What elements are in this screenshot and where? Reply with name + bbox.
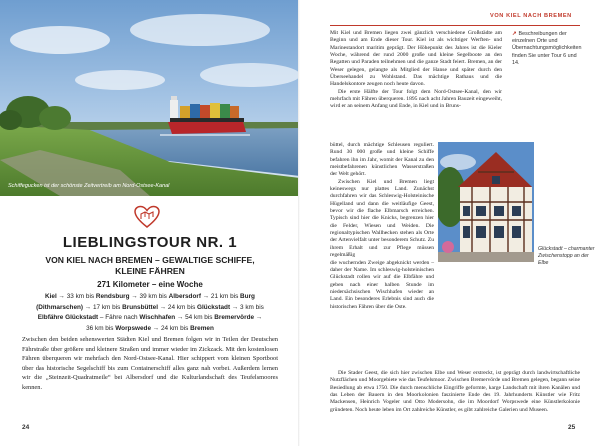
tour-distance: 271 Kilometer – eine Woche — [97, 280, 203, 289]
route-place: Burg (Dithmarschen) — [36, 293, 255, 311]
route-place: Bremen — [190, 324, 214, 332]
route-connector: → 54 km bis — [175, 314, 215, 321]
route-place: Wischhafen — [139, 314, 176, 321]
route-connector: → 39 km bis — [129, 293, 169, 300]
route-place: Brunsbüttel — [122, 303, 158, 311]
body-paragraph: die wuchernden Zweige abgeknickt werden – daher der Name. Im schleswig-holsteinischen Glückstadt rollen wir auf die Elbfähre und geben nach einer halben Stunde im niedersächsischen Wischhafen wieder an Land. Ein besonderes Erlebnis sind auch die historischen Fähren über die Oste. — [330, 259, 434, 310]
route-connector: → 33 km bis — [56, 293, 96, 300]
route-place: Elbfähre Glückstadt — [37, 314, 99, 321]
tour-subtitle: VON KIEL NACH BREMEN – GEWALTIGE SCHIFFE, KLEINE FÄHREN — [45, 255, 255, 276]
route-place: Bremervörde — [214, 314, 255, 321]
tour-intro-text: Zwischen den beiden sehenswerten Städten Kiel und Bremen folgen wir in Teilen der Deutschen Fährstraße über größere und kleinere Straßen und immer wieder im Zickzack. Mit den kostenlosen Fähren überqueren wir mehrfach den Nord-Ostsee-Kanal. Hier schippert vom kleinen Sportboot über das historische Segelschiff bis zum Containerschiff alles ganz nah vorbei. Außerdem lernen wir die „Steinzeit-Quadratmeile“ bei Albersdorf und die Kulturlandschaft des Teufelsmoores kennen. — [22, 336, 278, 391]
running-head: VON KIEL NACH BREMEN — [490, 13, 572, 19]
right-page — [300, 0, 600, 446]
route-connector: → 24 km bis — [157, 303, 198, 311]
body-paragraph: büttel, durch mächtige Schleusen reguliert. Rund 30 000 große und kleine Schiffe befahren ihn im Jahr, womit der Kanal zu den meistbefahrenen künstlichen Wasserstraßen der Welt gehört. — [330, 142, 434, 178]
body-paragraph: Zwischen Kiel und Bremen liegt keineswegs nur plattes Land. Zunächst durchfahren wir das Schleswig-Holsteinische Hügelland und dann die weitläufige Geest, bevor wir die flache Elbmarsch erreichen. Typisch sind hier die Knicks, begrenzen hier die Felder, Wiesen und Weiden. Die regionaltypischen Wallhecken stehen als Orte der Artenvielfalt unter besonderem Schutz. Zu ihrem Erhalt und zur Pflege müssen regelmäßig — [330, 178, 434, 259]
ship-canal-photo — [0, 0, 300, 196]
page-number-right: 25 — [568, 424, 576, 431]
route-place: Kiel — [45, 293, 57, 300]
body-column-bottom — [330, 370, 580, 414]
side-note — [512, 31, 582, 67]
route-connector: → 36 km bis — [86, 314, 263, 332]
route-place: Worpswede — [115, 324, 151, 332]
page-number-left: 24 — [22, 424, 30, 431]
running-head-rule — [330, 25, 580, 26]
body-paragraph: Mit Kiel und Bremen liegen zwei gänzlich verschiedene Großstädte am Beginn und am Ende dieser Tour. Kiel ist als wichtiger Werften- und Marinestandort maritim geprägt. Der Höhepunkt des Jahres ist die Kieler Woche, während der rund 2000 große und kleine Segelboote an den Regatten und Paraden teilnehmen und die ganze Stadt feiert. Bremen, an der Weser gelegen, gelangte als Mitglied der Hanse und später durch den Überseehandel zu Wohlstand. Das mächtige Rathaus und die Handelskontore zeugen noch heute davon. — [330, 30, 502, 88]
body-column-narrow — [330, 142, 434, 311]
route-connector: → 3 km bis — [230, 303, 264, 311]
route-place: Rendsburg — [95, 293, 130, 300]
route-connector: → 24 km bis — [151, 324, 191, 332]
house-photo-caption: Glückstadt – charmanter Zwischenstopp an der Elbe — [538, 246, 595, 266]
route-overview — [36, 292, 264, 334]
side-note-text: Beschreibungen der einzelnen Orte und Übernachtungsmöglichkeiten finden Sie unter Tour 6 und 14. — [512, 31, 582, 66]
route-place: Albersdorf — [168, 293, 201, 300]
route-place: Glückstadt — [197, 303, 231, 311]
route-connector: – Fähre nach — [98, 314, 140, 321]
glueckstadt-house-photo — [438, 142, 534, 262]
ship-photo-caption: Schiffegucken ist der schönste Zeitvertreib am Nord-Ostsee-Kanal — [8, 183, 170, 189]
heart-map-icon — [134, 205, 160, 229]
tour-title: LIEBLINGSTOUR NR. 1 — [62, 234, 238, 251]
body-paragraph: Die Stader Geest, die sich hier zwischen Elbe und Weser erstreckt, ist geprägt durch landwirtschaftliche Nutzflächen und Moorgebiete wie das Teufelsmoor. Zwischen Bremervörde und Bremen gelegen, begann seine Besiedlung ab etwa 1750. Die durch menschliche Eingriffe geformte, karge Landschaft mit ihren Kanälen und das Leben der Bauern in den Moorkolonien faszinierte Ende des 19. Jahrhunderts Künstler wie Fritz Mackensen, Heinrich Vogeler und Otto Modersohn, die im Moordorf Worpswede eine Künstlerkolonie gründeten. Noch heute leben im Ort zahlreiche Künstler, es gibt zahlreiche Galerien und Museen. — [330, 370, 580, 413]
route-connector: → 21 km bis — [200, 293, 241, 300]
body-column-top — [330, 30, 502, 111]
route-connector: → 17 km bis — [83, 303, 123, 311]
arrow-up-right-icon: ↗ — [512, 31, 517, 37]
body-paragraph: Die erste Hälfte der Tour folgt dem Nord-Ostsee-Kanal, den wir mehrfach mit Fähren überqueren. 1895 nach acht Jahren Bauzeit eingeweiht, wird er an seinem Anfang und Ende, in Kiel und in Bruns- — [330, 88, 502, 110]
